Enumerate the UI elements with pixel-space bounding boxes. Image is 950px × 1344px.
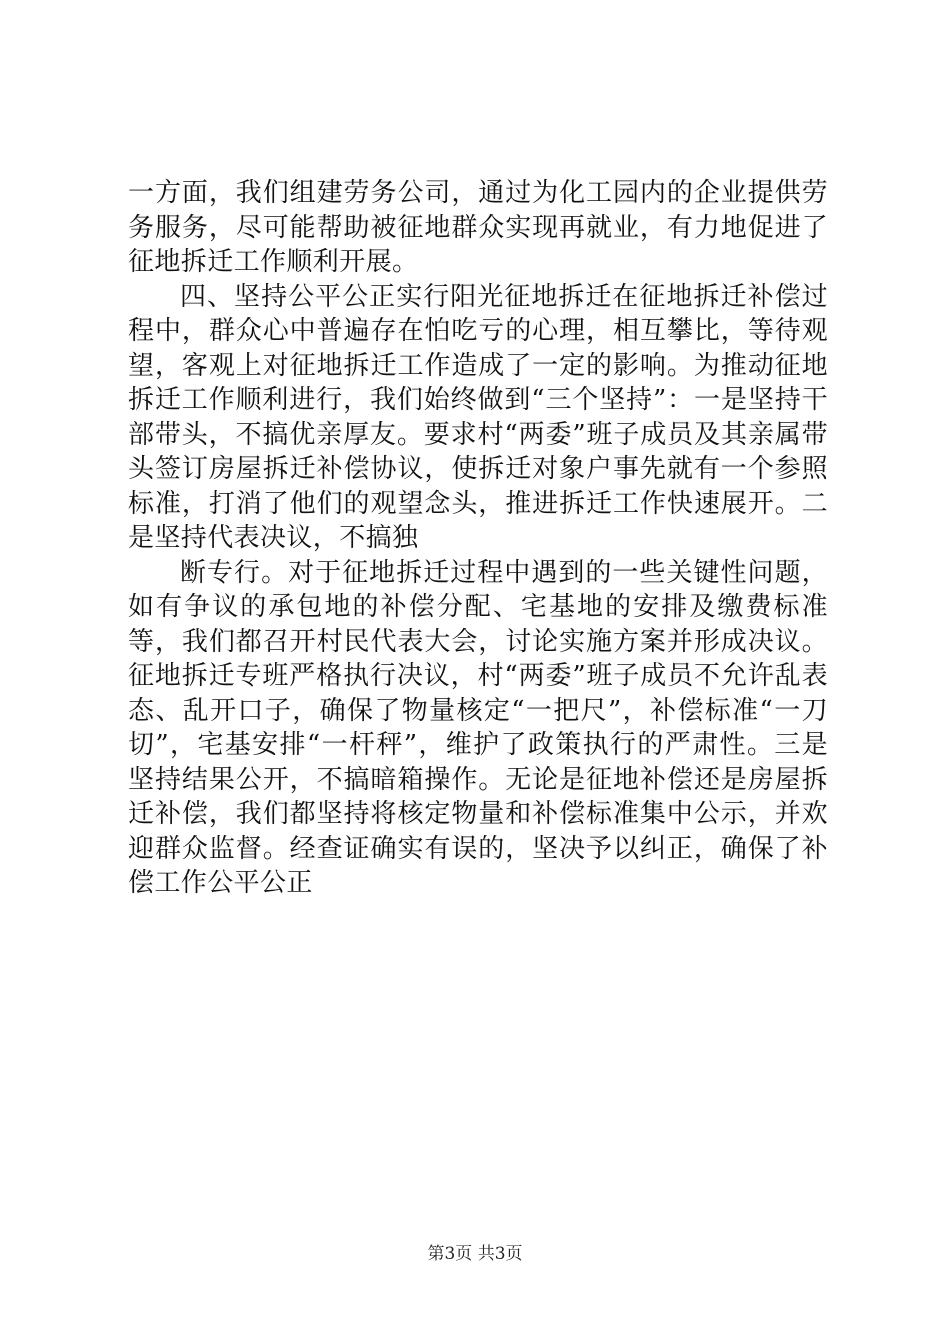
paragraph-fair-compensation: 四、坚持公平公正实行阳光征地拆迁在征地拆迁补偿过程中，群众心中普遍存在怕吃亏的心理，相互攀比，等待观望，客观上对征地拆迁工作造成了一定的影响。为推动征地拆迁工作顺利进行，我们始终做到“三个坚持”：一是坚持干部带头，不搞优亲厚友。要求村“两委”班子成员及其亲属带头签订房屋拆迁补偿协议，使拆迁对象户事先就有一个参照标准，打消了他们的观望念头，推进拆迁工作快速展开。二是坚持代表决议，不搞独 (128, 281, 828, 553)
paragraph-labor-services: 一方面，我们组建劳务公司，通过为化工园内的企业提供劳务服务，尽可能帮助被征地群众实现再就业，有力地促进了征地拆迁工作顺利开展。 (128, 178, 828, 277)
document-body (128, 176, 828, 901)
page-footer: 第3页 共3页 (427, 1244, 523, 1264)
paragraph-public-decisions: 断专行。对于征地拆迁过程中遇到的一些关键性问题，如有争议的承包地的补偿分配、宅基地的安排及缴费标准等，我们都召开村民代表大会，讨论实施方案并形成决议。征地拆迁专班严格执行决议，村“两委”班子成员不允许乱表态、乱开口子，确保了物量核定“一把尺”，补偿标准“一刀切”，宅基安排“一杆秤”，维护了政策执行的严肃性。三是坚持结果公开，不搞暗箱操作。无论是征地补偿还是房屋拆迁补偿，我们都坚持将核定物量和补偿标准集中公示，并欢迎群众监督。经查证确实有误的，坚决予以纠正，确保了补偿工作公平公正 (128, 557, 828, 898)
